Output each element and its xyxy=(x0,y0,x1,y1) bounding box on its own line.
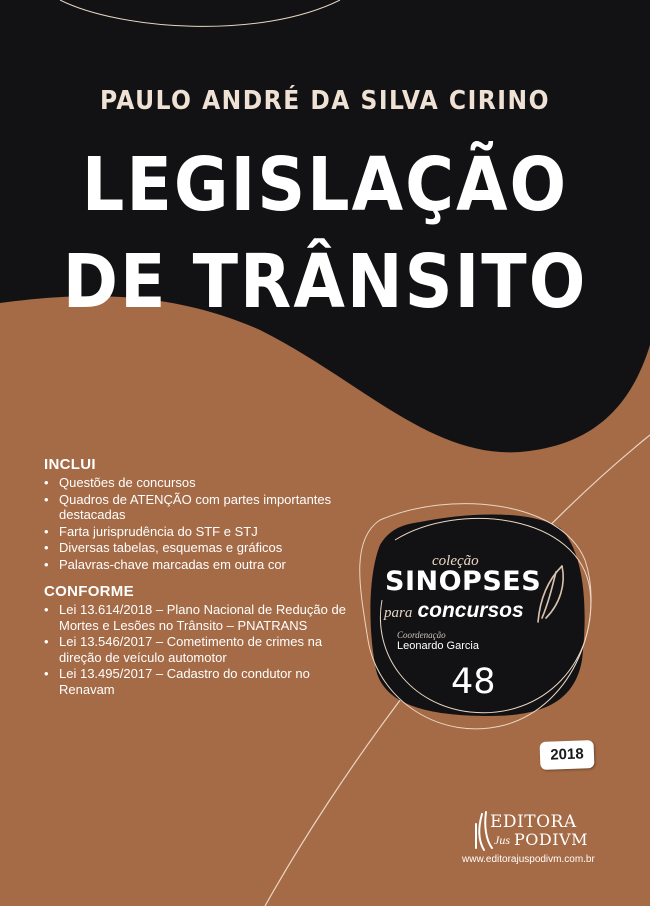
inclui-heading: INCLUI xyxy=(44,456,96,473)
inclui-list xyxy=(44,475,349,573)
publisher-podivm: PODIVM xyxy=(514,830,588,849)
list-item: • Diversas tabelas, esquemas e gráficos xyxy=(44,540,349,556)
collection-concursos-label: concursos xyxy=(417,599,524,622)
conforme-list xyxy=(44,602,349,698)
coordination-label: Coordenação xyxy=(397,630,446,640)
collection-para-concursos xyxy=(384,599,524,623)
list-item: • Lei 13.614/2018 – Plano Nacional de Redução de Mortes e Lesões no Trânsito – PNATRANS xyxy=(44,602,349,633)
list-item: • Farta jurisprudência do STF e STJ xyxy=(44,524,349,540)
conforme-heading: CONFORME xyxy=(44,583,134,600)
publisher-jus: Jus xyxy=(494,833,510,847)
list-item: • Palavras-chave marcadas em outra cor xyxy=(44,557,349,573)
collection-sinopses-title: SINOPSES xyxy=(385,566,542,597)
author-name: PAULO ANDRÉ DA SILVA CIRINO xyxy=(100,86,550,116)
list-item: • Lei 13.546/2017 – Cometimento de crimes na direção de veículo automotor xyxy=(44,634,349,665)
list-item: • Lei 13.495/2017 – Cadastro do condutor no Renavam xyxy=(44,666,349,697)
publisher-editora: EDITORA xyxy=(490,812,577,832)
list-item: • Questões de concursos xyxy=(44,475,349,491)
coordinator-name: Leonardo Garcia xyxy=(397,640,479,652)
volume-number: 48 xyxy=(451,662,496,702)
publisher-website: www.editorajuspodivm.com.br xyxy=(462,854,595,865)
book-title-line1: LEGISLAÇÃO xyxy=(81,142,569,228)
list-item: • Quadros de ATENÇÃO com partes importantes destacadas xyxy=(44,492,349,523)
year-badge: 2018 xyxy=(540,740,595,770)
book-title-line2: DE TRÂNSITO xyxy=(62,239,588,325)
collection-colecao-label: coleção xyxy=(432,553,479,569)
collection-para-label: para xyxy=(384,605,413,621)
